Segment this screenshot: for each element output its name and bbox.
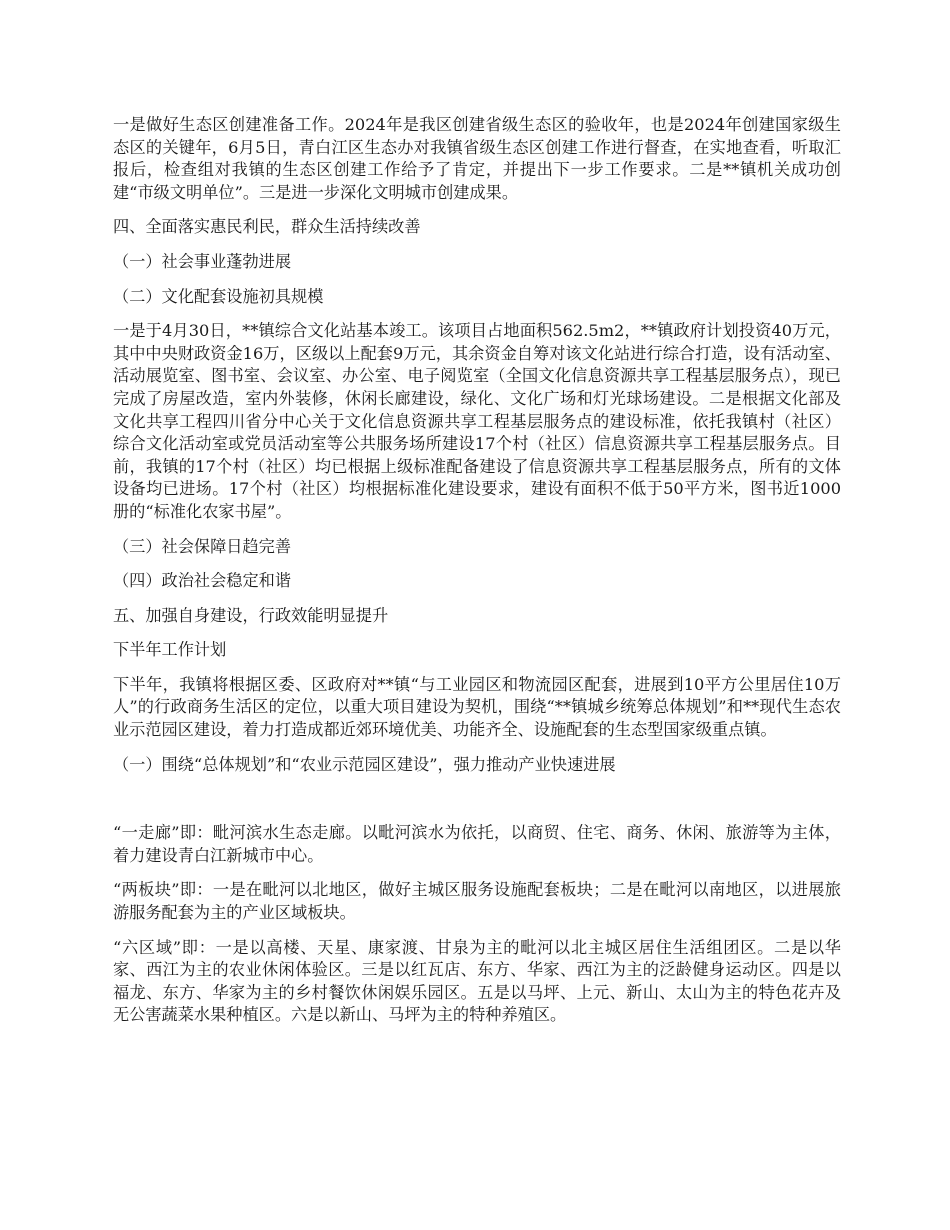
document-body [113,114,841,1039]
paragraph-eco-district: 一是做好生态区创建准备工作。2024年是我区创建省级生态区的验收年，也是2024年创建国家级生态区的关键年，6月5日，青白江区生态办对我镇省级生态区创建工作进行督查，在实地查看，听取汇报后，检查组对我镇的生态区创建工作给予了肯定，并提出下一步工作要求。二是**镇机关成功创建“市级文明单位”。三是进一步深化文明城市创建成果。 [113,115,841,202]
paragraph-two-sectors: “两板块”即：一是在毗河以北地区，做好主城区服务设施配套板块；二是在毗河以南地区，以进展旅游服务配套为主的产业区域板块。 [113,880,841,923]
heading-section-five: 五、加强自身建设，行政效能明显提升 [113,605,389,625]
subheading-cultural-facilities: （二）文化配套设施初具规模 [113,286,324,306]
heading-section-four: 四、全面落实惠民利民，群众生活持续改善 [113,217,421,237]
paragraph-six-regions: “六区域”即：一是以高楼、天星、康家渡、甘泉为主的毗河以北主城区居住生活组团区。二是以华家、西江为主的农业休闲体验区。三是以红瓦店、东方、华家、西江为主的泛龄健身运动区。四是以福龙、东方、华家为主的乡村餐饮休闲娱乐园区。五是以马坪、上元、新山、太山为主的特色花卉及无公害蔬菜水果种植区。六是以新山、马坪为主的特种养殖区。 [113,937,841,1025]
paragraph-second-half-intro: 下半年，我镇将根据区委、区政府对**镇“与工业园区和物流园区配套，进展到10平方公里居住10万人”的行政商务生活区的定位，以重大项目建设为契机，围绕“**镇城乡统筹总体规划”和**现代生态农业示范园区建设，着力打造成都近郊环境优美、功能齐全、设施配套的生态型国家级重点镇。 [113,674,841,740]
paragraph-one-corridor: “一走廊”即：毗河滨水生态走廊。以毗河滨水为依托，以商贸、住宅、商务、休闲、旅游等为主体，着力建设青白江新城市中心。 [113,823,841,865]
paragraph-cultural-station: 一是于4月30日，**镇综合文化站基本竣工。该项目占地面积562.5m2，**镇政府计划投资40万元，其中中央财政资金16万，区级以上配套9万元，其余资金自筹对该文化站进行综合打造，设有活动室、活动展览室、图书室、会议室、办公室、电子阅览室（全国文化信息资源共享工程基层服务点），现已完成了房屋改造，室内外装修，休闲长廊建设，绿化、文化广场和灯光球场建设。二是根据文化部及文化共享工程四川省分中心关于文化信息资源共享工程基层服务点的建设标准，依托我镇村（社区）综合文化活动室或党员活动室等公共服务场所建设17个村（社区）信息资源共享工程基层服务点。目前，我镇的17个村（社区）均已根据上级标准配备建设了信息资源共享工程基层服务点，所有的文体设备均已进场。17个村（社区）均根据标准化建设要求，建设有面积不低于50平方米，图书近1000册的“标准化农家书屋”。 [113,321,841,521]
subheading-social-undertakings: （一）社会事业蓬勃进展 [113,251,292,271]
subheading-social-security: （三）社会保障日趋完善 [113,536,292,556]
heading-second-half-plan: 下半年工作计划 [113,640,227,660]
subheading-political-stability: （四）政治社会稳定和谐 [113,571,292,591]
subheading-master-plan: （一）围绕“总体规划”和“农业示范园区建设”，强力推动产业快速进展 [113,754,616,774]
